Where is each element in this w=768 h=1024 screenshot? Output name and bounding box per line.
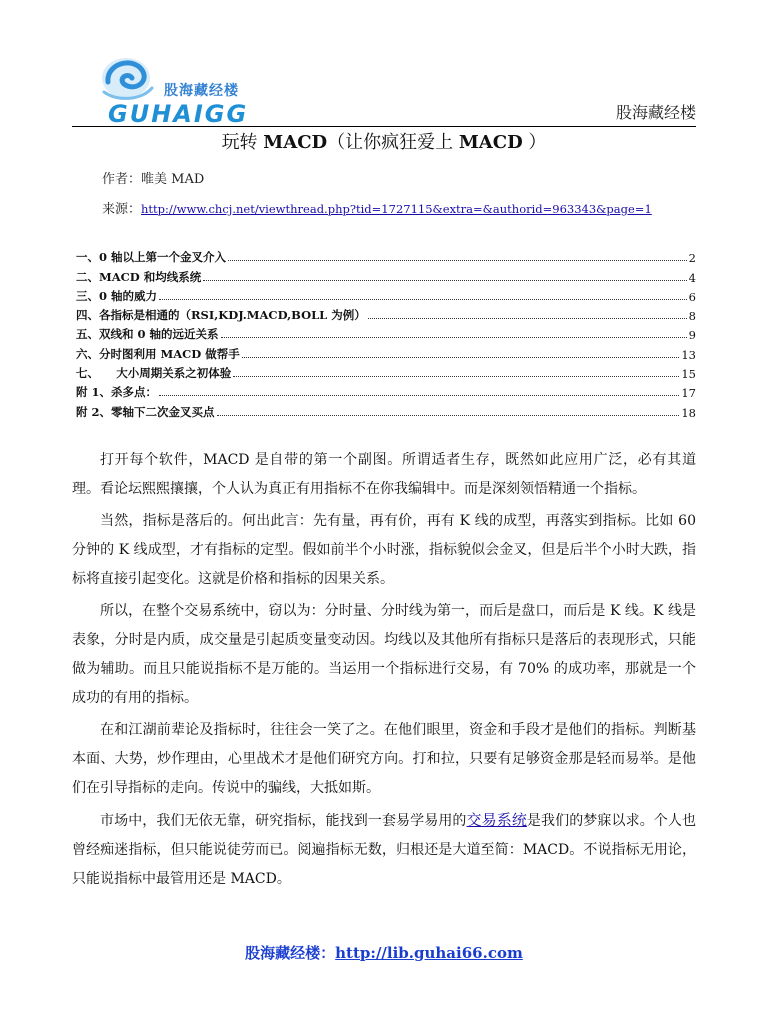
table-of-contents: [76, 246, 696, 420]
toc-leader-dots: [159, 395, 679, 396]
toc-item-label: 一、0 轴以上第一个金叉介入: [76, 250, 227, 265]
toc-item-label: 三、0 轴的威力: [76, 288, 158, 303]
toc-leader-dots: [217, 415, 680, 416]
toc-leader-dots: [368, 318, 687, 319]
toc-leader-dots: [159, 299, 687, 300]
logo-english-text: GUHAIGG: [108, 100, 249, 128]
header-site-name: 股海藏经楼: [615, 103, 696, 122]
toc-item-page: 18: [681, 405, 696, 420]
paragraph-1: 打开每个软件，MACD 是自带的第一个副图。所谓适者生存，既然如此应用广泛，必有其道理。看论坛熙熙攘攘，个人认为真正有用指标不在你我编辑中。而是深刻领悟精通一个指标。: [72, 452, 696, 497]
toc-item-page: 4: [688, 270, 696, 285]
title-suffix: ）: [522, 132, 547, 153]
site-logo: [92, 48, 282, 128]
toc-item[interactable]: [76, 265, 696, 284]
toc-item-page: 17: [681, 386, 696, 401]
toc-item[interactable]: [76, 362, 696, 381]
title-macd-1: MACD: [263, 132, 328, 153]
toc-leader-dots: [233, 376, 679, 377]
article-body: [72, 446, 696, 897]
toc-leader-dots: [203, 280, 686, 281]
toc-item[interactable]: [76, 381, 696, 400]
toc-item-page: 8: [688, 309, 696, 324]
toc-item-page: 15: [681, 367, 696, 382]
title-macd-2: MACD: [458, 132, 523, 153]
title-prefix: 玩转: [221, 132, 264, 153]
toc-leader-dots: [242, 357, 680, 358]
author-name: 唯美 MAD: [141, 172, 205, 187]
toc-item-page: 13: [681, 347, 696, 362]
toc-item-label: 五、双线和 0 轴的远近关系: [76, 327, 219, 342]
document-title: [0, 128, 768, 154]
source-line: [102, 198, 652, 217]
toc-item-label: 附 1、杀多点：: [76, 385, 158, 400]
toc-item-label: 六、分时图利用 MACD 做帮手: [76, 346, 240, 361]
toc-item-page: 6: [688, 289, 696, 304]
toc-item-label: 二、MACD 和均线系统: [76, 269, 202, 284]
toc-leader-dots: [221, 337, 687, 338]
author-line: [102, 168, 204, 187]
paragraph-5-end: 是我们的梦寐以求。个人也曾经痴迷指标，但只能说徒劳而已。阅遍指标无数，归根还是大道至简：MACD。不说指标无用论，只能说指标中最管用还是 MACD。: [72, 813, 696, 887]
toc-item[interactable]: [76, 304, 696, 323]
page-header: [72, 40, 696, 128]
paragraph-3: 所以，在整个交易系统中，窃以为：分时量、分时线为第一，而后是盘口，而后是 K 线。K 线是表象，分时是内质，成交量是引起质变量变动因。均线以及其他所有指标只是落后的表现形式，只能做为辅助。而且只能说指标不是万能的。当运用一个指标进行交易，有 70% 的成功率，那就是一个成功的有用的指标。: [72, 603, 696, 706]
toc-item-label: 附 2、零轴下二次金叉买点: [76, 404, 215, 419]
toc-item[interactable]: [76, 342, 696, 361]
toc-item-page: 2: [688, 251, 696, 266]
toc-item[interactable]: [76, 285, 696, 304]
paragraph-2: 当然，指标是落后的。何出此言：先有量，再有价，再有 K 线的成型，再落实到指标。比如 60 分钟的 K 线成型，才有指标的定型。假如前半个小时涨，指标貌似会金叉，但是后半个小时大跌，指标将直接引起变化。这就是价格和指标的因果关系。: [72, 513, 696, 587]
footer-link[interactable]: http://lib.guhai66.com: [335, 944, 523, 962]
toc-leader-dots: [228, 260, 687, 261]
page-footer: [0, 942, 768, 963]
source-link[interactable]: http://www.chcj.net/viewthread.php?tid=1727115&extra=&authorid=963343&page=1: [141, 202, 652, 216]
trading-system-link[interactable]: 交易系统: [466, 811, 527, 829]
toc-item-label: 四、各指标是相通的（RSI,KDJ.MACD,BOLL 为例）: [76, 308, 366, 323]
toc-item-page: 9: [688, 328, 696, 343]
footer-label: 股海藏经楼：: [245, 944, 336, 962]
paragraph-4: 在和江湖前辈论及指标时，往往会一笑了之。在他们眼里，资金和手段才是他们的指标。判断基本面、大势，炒作理由，心里战术才是他们研究方向。打和拉，只要有足够资金那是轻而易举。是他们在引导指标的走向。传说中的骗线，大抵如斯。: [72, 722, 696, 796]
header-divider: [72, 126, 696, 127]
paragraph-5-start: 市场中，我们无依无靠，研究指标，能找到一套易学易用的: [100, 813, 467, 829]
toc-item[interactable]: [76, 323, 696, 342]
logo-chinese-text: 股海藏经楼: [164, 83, 239, 99]
toc-item-label: 七、 大小周期关系之初体验: [76, 366, 232, 381]
toc-item[interactable]: [76, 400, 696, 419]
source-label: 来源：: [102, 202, 142, 217]
author-label: 作者：: [102, 172, 142, 187]
paragraph-5: [72, 806, 696, 894]
title-middle: （让你疯狂爱上: [327, 132, 459, 153]
toc-item[interactable]: [76, 246, 696, 265]
